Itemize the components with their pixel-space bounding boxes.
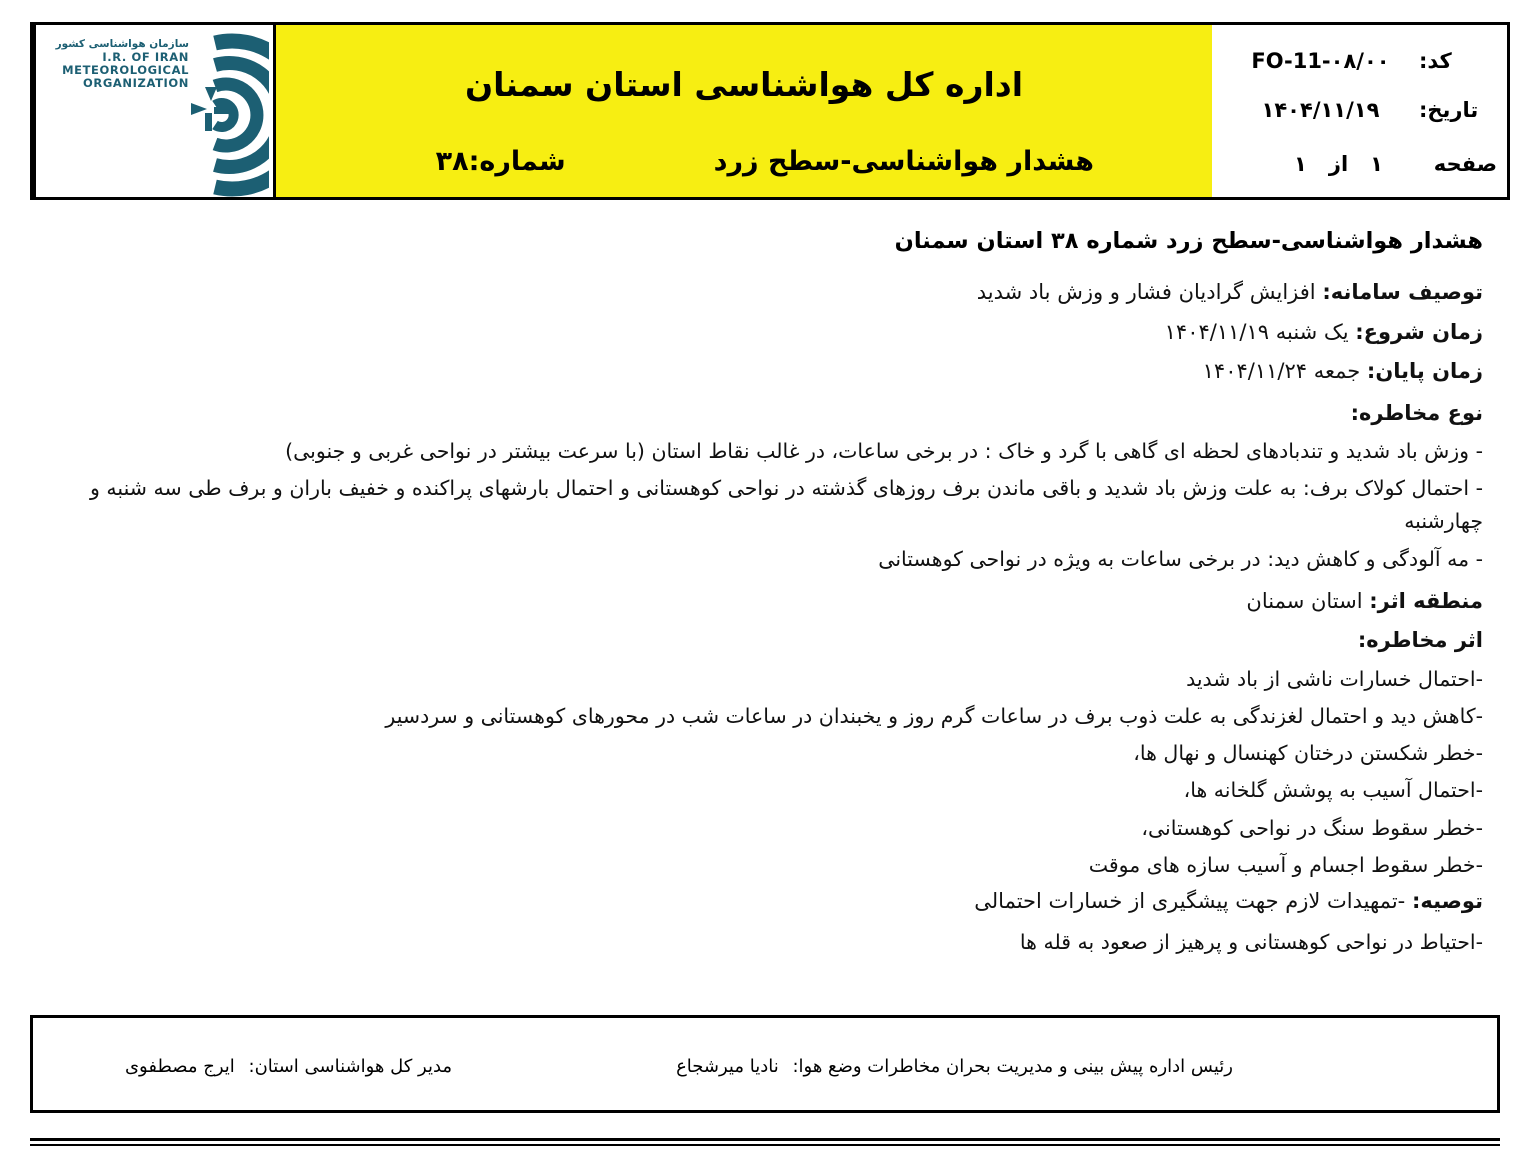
hazard-effect-item: -کاهش دید و احتمال لغزندگی به علت ذوب برف در ساعات گرم روز و یخبندان در ساعات شب در محورهای کوهستانی و سردسیر bbox=[385, 704, 1483, 729]
forecast-chief-signature bbox=[676, 1056, 1233, 1077]
header-page-of: از bbox=[1328, 152, 1349, 176]
hazard-type-item: - مه آلودگی و کاهش دید: در برخی ساعات به ویژه در نواحی کوهستانی bbox=[878, 546, 1483, 571]
affected-area-field bbox=[90, 586, 1483, 618]
end-time-field bbox=[90, 356, 1483, 388]
header-date-value: ۱۴۰۴/۱۱/۱۹ bbox=[1261, 98, 1380, 122]
header-page-total: ۱ bbox=[1294, 152, 1307, 176]
signature-footer bbox=[30, 1015, 1500, 1113]
warning-number-label: شماره: bbox=[468, 146, 566, 177]
warning-number-value: ۳۸ bbox=[435, 146, 469, 177]
hazard-effect-item: -خطر سقوط اجسام و آسیب سازه های موقت bbox=[1088, 852, 1483, 877]
logo-text-block bbox=[43, 39, 189, 89]
signature-row bbox=[33, 1056, 1497, 1077]
header-meta-cell bbox=[1212, 25, 1507, 197]
director-signature bbox=[125, 1056, 452, 1077]
hazard-effect-item: -احتمال خسارات ناشی از باد شدید bbox=[1186, 666, 1483, 691]
logo-text-en-1: I.R. OF IRAN bbox=[102, 49, 189, 64]
logo-text-fa: سازمان هواشناسی کشور bbox=[55, 38, 189, 50]
director-title: مدیر کل هواشناسی استان: bbox=[248, 1056, 453, 1077]
bottom-rule-lower bbox=[30, 1144, 1500, 1146]
logo-text-en-2: METEOROLOGICAL bbox=[62, 62, 189, 77]
advice-item: -تمهیدات لازم جهت پیشگیری از خسارات احتمالی bbox=[974, 889, 1406, 914]
hazard-effect-item: -خطر سقوط سنگ در نواحی کوهستانی، bbox=[1141, 815, 1483, 840]
header-date-label: تاریخ: bbox=[1419, 98, 1479, 122]
director-name: ایرج مصطفوی bbox=[124, 1056, 235, 1077]
organization-title: اداره کل هواشناسی استان سمنان bbox=[464, 65, 1024, 104]
hazard-effect-list bbox=[90, 663, 1483, 882]
advice-item: -احتیاط در نواحی کوهستانی و پرهیز از صعود به قله ها bbox=[1019, 929, 1483, 954]
hazard-type-item: - احتمال کولاک برف: به علت وزش باد شدید و باقی ماندن برف روزهای گذشته در نواحی کوهستانی و احتمال بارشهای پراکنده و خفیف باران و برف طی سه شنبه و چهارشنبه bbox=[90, 476, 1483, 534]
header-yellow-banner bbox=[273, 25, 1212, 197]
header-code-label: کد: bbox=[1419, 49, 1452, 73]
logo-text-en-3: ORGANIZATION bbox=[83, 75, 189, 90]
imo-logo bbox=[36, 25, 273, 197]
hazard-effect-label: اثر مخاطره: bbox=[1357, 628, 1483, 653]
warning-heading: هشدار هواشناسی-سطح زرد شماره ۳۸ استان سمنان bbox=[894, 228, 1483, 254]
header-code-row bbox=[1222, 49, 1497, 73]
header-code-value: FO-11-۰۸/۰۰ bbox=[1251, 49, 1390, 73]
system-description-field bbox=[90, 277, 1483, 309]
end-time-value: جمعه ۱۴۰۴/۱۱/۲۴ bbox=[1202, 359, 1361, 383]
hazard-type-item: - وزش باد شدید و تندبادهای لحظه ای گاهی با گرد و خاک : در برخی ساعات، در غالب نقاط استان (با سرعت بیشتر در نواحی غربی و جنوبی) bbox=[285, 439, 1483, 463]
system-description-value: افزایش گرادیان فشار و وزش باد شدید bbox=[976, 280, 1316, 304]
system-description-label: توصیف سامانه: bbox=[1322, 280, 1483, 304]
document-header bbox=[30, 22, 1510, 200]
header-page-current: ۱ bbox=[1370, 152, 1383, 176]
forecast-chief-name: نادیا میرشجاع bbox=[676, 1056, 779, 1077]
header-subtitle-row bbox=[276, 146, 1212, 177]
advice-label: توصیه: bbox=[1411, 889, 1483, 914]
start-time-value: یک شنبه ۱۴۰۴/۱۱/۱۹ bbox=[1164, 319, 1349, 344]
affected-area-label: منطقه اثر: bbox=[1369, 588, 1483, 613]
hazard-type-label: نوع مخاطره: bbox=[1350, 400, 1483, 425]
start-time-field bbox=[90, 317, 1483, 349]
header-page-row bbox=[1222, 152, 1497, 176]
warning-level-subtitle: هشدار هواشناسی-سطح زرد bbox=[713, 146, 1094, 177]
hazard-effect-item: -احتمال آسیب به پوشش گلخانه ها، bbox=[1183, 778, 1483, 803]
advice-field bbox=[90, 886, 1483, 918]
header-date-row bbox=[1222, 98, 1497, 122]
start-time-label: زمان شروع: bbox=[1355, 319, 1483, 344]
forecast-chief-title: رئیس اداره پیش بینی و مدیریت بحران مخاطرات وضع هوا: bbox=[792, 1056, 1233, 1077]
header-logo-cell bbox=[33, 25, 273, 197]
end-time-label: زمان پایان: bbox=[1366, 359, 1483, 383]
affected-area-value: استان سمنان bbox=[1246, 588, 1363, 613]
document-body bbox=[90, 228, 1483, 963]
bottom-rule-upper bbox=[30, 1138, 1500, 1141]
header-page-label: صفحه bbox=[1433, 152, 1497, 176]
hazard-effect-item: -خطر شکستن درختان کهنسال و نهال ها، bbox=[1133, 741, 1483, 766]
warning-number bbox=[436, 146, 566, 177]
